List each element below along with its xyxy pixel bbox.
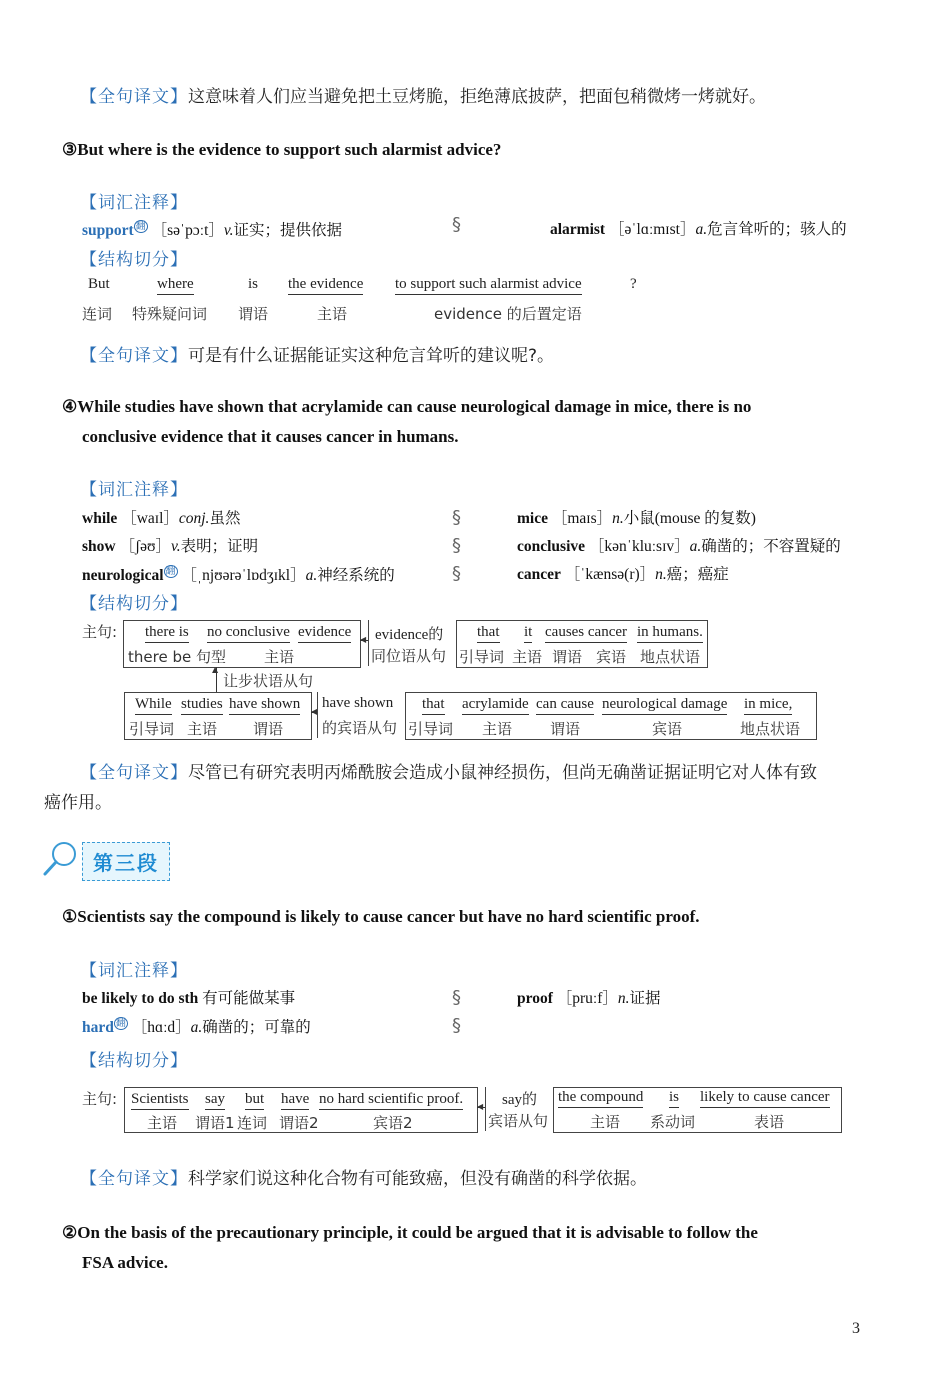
translation-text: 科学家们说这种化合物有可能致癌，但没有确凿的科学依据。 — [188, 1169, 647, 1189]
word: no conclusive — [207, 624, 290, 643]
page-number: 3 — [852, 1320, 860, 1337]
structure-tag: 【结构切分】 — [80, 250, 188, 270]
label: 主语 — [264, 648, 295, 666]
sentence-p3-1: ①Scientists say the compound is likely to cause cancer but have no hard scientific proof. — [62, 907, 700, 926]
vocab-item-proof: proof ［pruːf］n.证据 — [517, 990, 661, 1007]
word: ? — [630, 276, 637, 292]
sentence-4-line2: conclusive evidence that it causes cancer in humans. — [82, 427, 459, 446]
word: have shown — [229, 696, 300, 715]
label: 地点状语 — [740, 720, 801, 738]
word: where — [157, 276, 194, 295]
diagram-box — [456, 620, 708, 668]
structure-tag: 【结构切分】 — [80, 1051, 188, 1071]
label: 引导词 — [129, 720, 175, 738]
translation-text: 这意味着人们应当避免把土豆烤脆，拒绝薄底披萨，把面包稍微烤一烤就好。 — [188, 87, 766, 107]
label: 谓语 — [238, 305, 269, 323]
sentence-3: ③But where is the evidence to support such alarmist advice? — [62, 140, 502, 159]
diagram-box — [553, 1087, 842, 1133]
label: 主语 — [317, 305, 348, 323]
divider-icon: § § § — [452, 507, 461, 584]
label: 连词 — [82, 305, 113, 323]
label: 主语 — [187, 720, 218, 738]
label: 主语 — [147, 1114, 178, 1132]
word: the evidence — [288, 276, 363, 295]
vocab-item-support: support $^翻$ ［səˈpɔːt］v.证实；提供依据 — [82, 221, 343, 240]
main-clause-label: 主句: — [82, 623, 118, 641]
word: say的 — [502, 1092, 537, 1108]
vocab-item-mice: mice ［maɪs］n.小鼠(mouse 的复数) — [517, 510, 756, 527]
arrow-left-icon: ◀ — [311, 707, 318, 716]
vocab-item-neurological: neurological $^翻$ ［ˌnjʊərəˈlɒdʒɪkl］a.神经系统的 — [82, 566, 395, 585]
translation-tag: 【全句译文】 — [80, 1169, 188, 1189]
word: is — [248, 276, 259, 292]
diagram-box — [485, 1087, 554, 1131]
translation-line — [80, 1164, 647, 1189]
magnifier-icon — [42, 840, 78, 878]
translation-tag: 【全句译文】 — [80, 763, 188, 783]
structure-tag: 【结构切分】 — [80, 594, 188, 614]
star-icon: 翻 — [135, 221, 146, 232]
word: the compound — [558, 1089, 643, 1108]
word: it — [524, 624, 532, 643]
word: that — [477, 624, 500, 643]
translation-line-2: 癌作用。 — [44, 793, 112, 813]
word: evidence的 — [375, 627, 444, 643]
divider-icon: § — [452, 214, 461, 235]
vocab-item-hard: hard $^翻$ ［hɑːd］a.确凿的；可靠的 — [82, 1018, 311, 1037]
label: there be 句型 — [128, 648, 226, 666]
diagram-box — [405, 692, 817, 740]
diagram-box — [123, 620, 361, 668]
sentence-p3-2-line1: ②On the basis of the precautionary principle, it could be argued that it is advisable to follow the — [62, 1223, 758, 1242]
diagram-box — [124, 1087, 478, 1133]
translation-tag: 【全句译文】 — [80, 346, 188, 366]
translation-text: 尽管已有研究表明丙烯酰胺会造成小鼠神经损伤，但尚无确凿证据证明它对人体有致 — [188, 763, 817, 783]
translation-line — [80, 341, 554, 366]
word: is — [669, 1089, 679, 1108]
translation-line — [80, 758, 817, 783]
vocab-item-show: show ［ʃəʊ］v.表明；证明 — [82, 538, 259, 555]
word: While — [135, 696, 172, 715]
word: causes cancer — [545, 624, 627, 643]
label: 谓语 — [550, 720, 581, 738]
diagram-box — [368, 620, 455, 666]
label: 谓语 — [552, 648, 583, 666]
word: evidence — [298, 624, 351, 643]
word: there is — [145, 624, 189, 643]
word: Scientists — [131, 1091, 189, 1110]
vocab-item-conclusive: conclusive ［kənˈkluːsɪv］a.确凿的；不容置疑的 — [517, 538, 841, 555]
label: 宾语 — [596, 648, 627, 666]
word: studies — [181, 696, 223, 715]
sentence-4-line1: ④While studies have shown that acrylamide can cause neurological damage in mice, there is no — [62, 397, 752, 416]
label: 主语 — [482, 720, 513, 738]
vocab-tag: 【词汇注释】 — [80, 961, 188, 981]
vocab-tag: 【词汇注释】 — [80, 193, 188, 213]
word: can cause — [536, 696, 594, 715]
label: 谓语2 — [279, 1114, 319, 1132]
label: 连词 — [237, 1114, 268, 1132]
word: neurological damage — [602, 696, 727, 715]
label: 谓语1 — [195, 1114, 235, 1132]
label: 宾语 — [652, 720, 683, 738]
vocab-item-alarmist: alarmist ［əˈlɑːmɪst］a.危言耸听的；骇人的 — [550, 221, 847, 238]
diagram-box — [124, 692, 312, 740]
main-clause-label: 主句: — [82, 1090, 118, 1108]
star-icon: 翻 — [165, 566, 176, 577]
label: 特殊疑问词 — [132, 305, 208, 323]
vocab-tag: 【词汇注释】 — [80, 480, 188, 500]
sentence-p3-2-line2: FSA advice. — [82, 1253, 168, 1272]
vocab-item-be-likely: be likely to do sth 有可能做某事 — [82, 990, 296, 1007]
label: evidence 的后置定语 — [434, 305, 582, 323]
label: 系动词 — [650, 1113, 696, 1131]
word: But — [88, 276, 110, 292]
divider-icon: § § — [452, 987, 461, 1036]
word: acrylamide — [462, 696, 529, 715]
arrow-left-icon: ◀ — [477, 1102, 484, 1111]
vocab-item-while: while ［waɪl］conj.虽然 — [82, 510, 241, 527]
label: 地点状语 — [640, 648, 701, 666]
word: likely to cause cancer — [700, 1089, 830, 1108]
label: 引导词 — [459, 648, 505, 666]
star-icon: 翻 — [115, 1018, 126, 1029]
label: 宾语2 — [373, 1114, 413, 1132]
arrow-up-icon: ▲ — [212, 665, 219, 674]
diagram-box — [317, 692, 406, 738]
word: no hard scientific proof. — [319, 1091, 463, 1110]
word: but — [245, 1091, 264, 1110]
translation-line — [80, 82, 766, 107]
label: 同位语从句 — [371, 647, 447, 665]
word: say — [205, 1091, 225, 1110]
arrow-left-icon: ◀ — [360, 635, 367, 644]
arrow-label: 让步状语从句 — [223, 672, 314, 690]
word: to support such alarmist advice — [395, 276, 582, 295]
word: in humans. — [637, 624, 703, 643]
vocab-item-cancer: cancer ［ˈkænsə(r)］n.癌；癌症 — [517, 566, 729, 583]
section-heading: 第三段 — [82, 842, 170, 881]
label: 主语 — [590, 1113, 621, 1131]
label: 谓语 — [253, 720, 284, 738]
label: 的宾语从句 — [322, 719, 398, 737]
label: 宾语从句 — [488, 1112, 549, 1130]
label: 表语 — [754, 1113, 785, 1131]
label: 引导词 — [408, 720, 454, 738]
label: 主语 — [512, 648, 543, 666]
word: that — [422, 696, 445, 715]
word: have — [281, 1091, 309, 1110]
word: have shown — [322, 695, 394, 711]
word: in mice, — [744, 696, 792, 715]
translation-tag: 【全句译文】 — [80, 87, 188, 107]
translation-text: 可是有什么证据能证实这种危言耸听的建议呢?。 — [188, 346, 555, 366]
